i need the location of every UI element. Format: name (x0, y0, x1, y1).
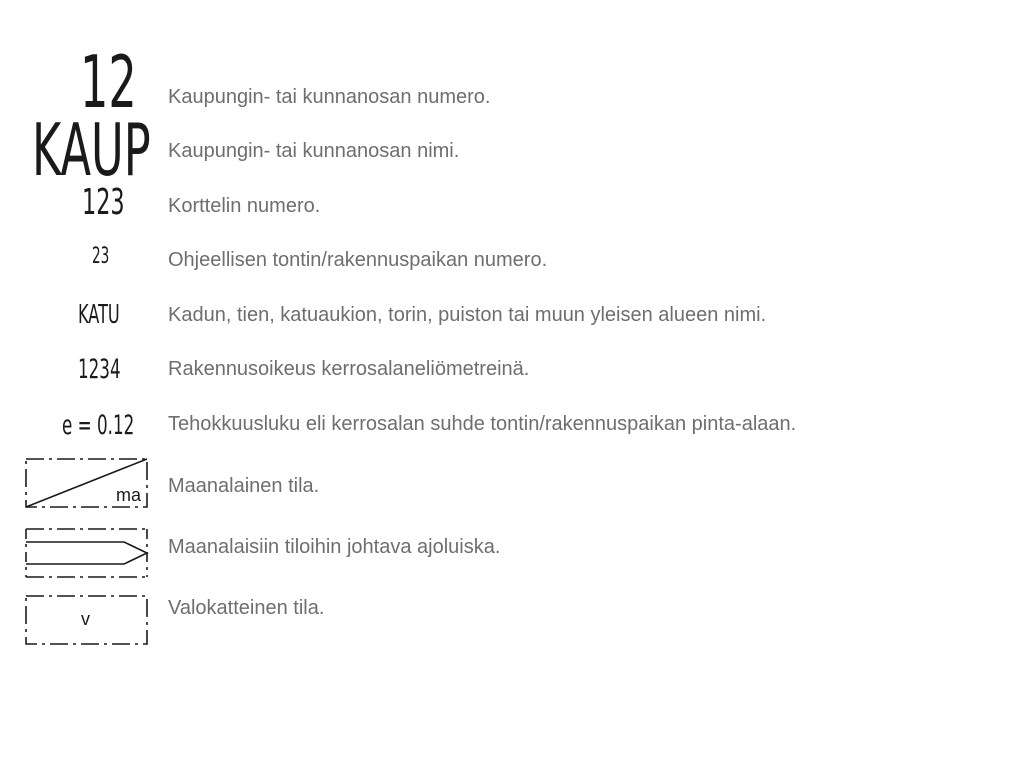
symbol-district-number: 12 (80, 40, 137, 124)
underground-area-label: ma (116, 485, 142, 505)
ramp-arrow-icon (24, 526, 150, 580)
desc-plot-number: Ohjeellisen tontin/rakennuspaikan numero. (168, 249, 548, 271)
symbol-street-name: KATU (78, 300, 120, 330)
symbol-efficiency-number: e = 0.12 (62, 410, 135, 441)
symbol-building-right: 1234 (78, 354, 121, 385)
symbol-plot-number: 23 (92, 244, 110, 269)
desc-district-number: Kaupungin- tai kunnanosan numero. (168, 86, 491, 108)
skylight-area-icon (24, 593, 150, 647)
desc-skylight-area: Valokatteinen tila. (168, 597, 325, 619)
desc-street-name: Kadun, tien, katuaukion, torin, puiston tai muun yleisen alueen nimi. (168, 304, 767, 326)
desc-block-number: Korttelin numero. (168, 195, 321, 217)
symbol-district-name: KAUP (32, 108, 151, 192)
desc-underground-area: Maanalainen tila. (168, 475, 320, 497)
desc-efficiency-number: Tehokkuusluku eli kerrosalan suhde tontin/rakennuspaikan pinta-alaan. (168, 413, 797, 435)
underground-area-icon (24, 456, 150, 510)
desc-district-name: Kaupungin- tai kunnanosan nimi. (168, 140, 460, 162)
desc-ramp: Maanalaisiin tiloihin johtava ajoluiska. (168, 536, 501, 558)
symbol-block-number: 123 (82, 182, 125, 223)
skylight-area-label: v (81, 609, 90, 629)
desc-building-right: Rakennusoikeus kerrosalaneliömetreinä. (168, 358, 530, 380)
